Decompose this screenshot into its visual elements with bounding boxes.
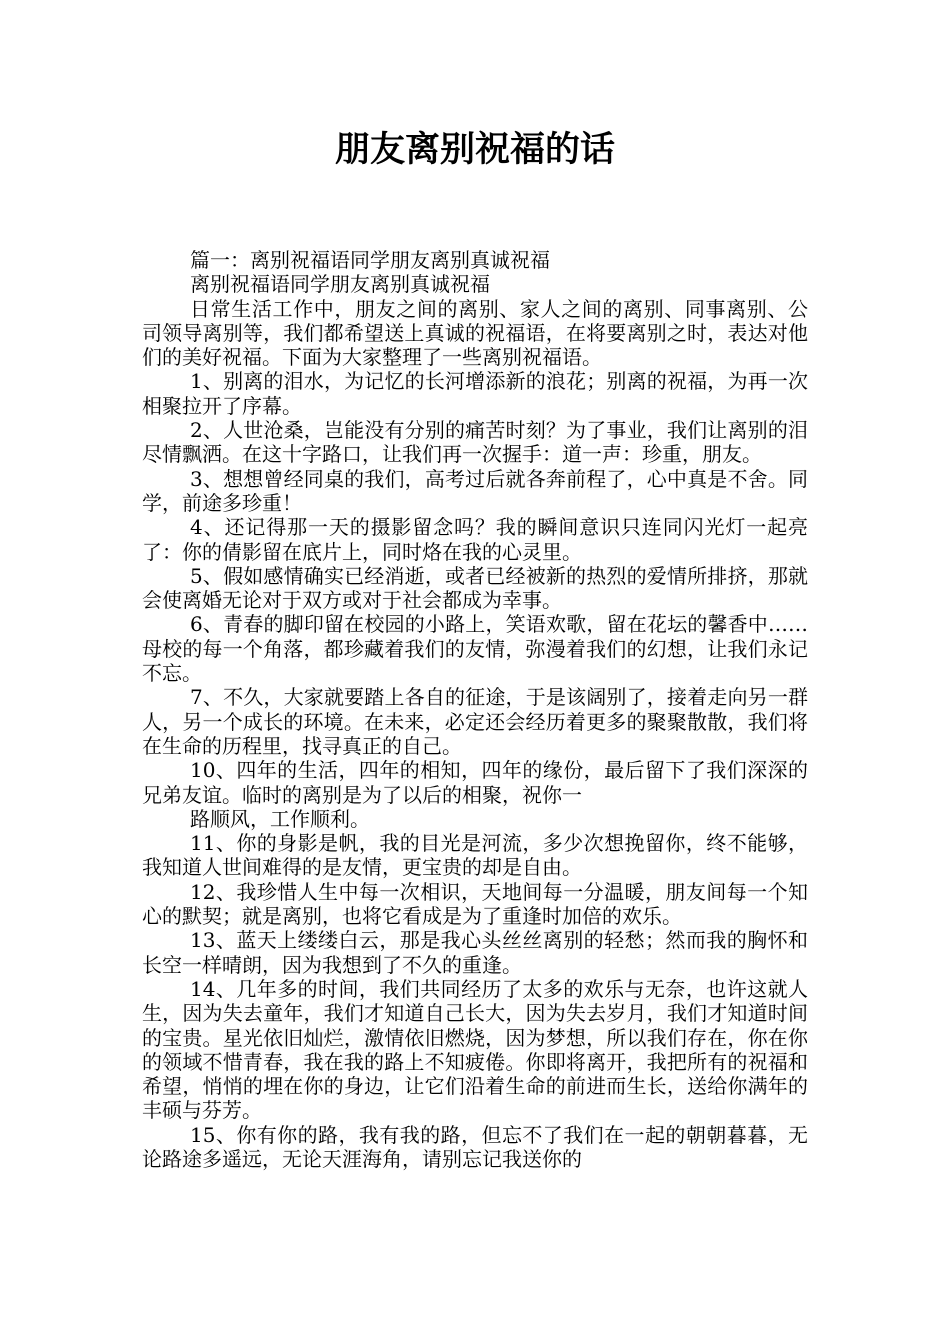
blessing-item: 12、我珍惜人生中每一次相识，天地间每一分温暖，朋友间每一个知心的默契；就是离别，也将它看成是为了重逢时加倍的欢乐。: [142, 879, 808, 929]
blessing-item: 11、你的身影是帆，我的目光是河流，多少次想挽留你，终不能够，我知道人世间难得的是友情，更宝贵的却是自由。: [142, 831, 808, 880]
blessing-item: 1、别离的泪水，为记忆的长河增添新的浪花；别离的祝福，为再一次相聚拉开了序幕。: [142, 369, 808, 418]
sub-heading: 离别祝福语同学朋友离别真诚祝福: [190, 272, 490, 297]
blessing-item: 13、蓝天上缕缕白云，那是我心头丝丝离别的轻愁；然而我的胸怀和长空一样晴朗，因为我想到了不久的重逢。: [142, 928, 808, 977]
blessing-item: 15、你有你的路，我有我的路，但忘不了我们在一起的朝朝暮暮，无论路途多遥远，无论天涯海角，请别忘记我送你的: [142, 1122, 808, 1171]
blessing-item: 10、四年的生活，四年的相知，四年的缘份，最后留下了我们深深的兄弟友谊。临时的离别是为了以后的相聚，祝你一: [142, 758, 808, 807]
blessing-item-continuation: 路顺风，工作顺利。: [190, 806, 370, 831]
blessing-item: 14、几年多的时间，我们共同经历了太多的欢乐与无奈，也许这就人生，因为失去童年，我们才知道自己长大，因为失去岁月，我们才知道时间的宝贵。星光依旧灿烂，激情依旧燃烧，因为梦想，所以我们存在，你在你的领域不惜青春，我在我的路上不知疲倦。你即将离开，我把所有的祝福和希望，悄悄的埋在你的身边，让它们沿着生命的前进而生长，送给你满年的丰硕与芬芳。: [142, 976, 808, 1123]
section-heading: 篇一：离别祝福语同学朋友离别真诚祝福: [190, 248, 550, 272]
blessing-item: 5、假如感情确实已经消逝，或者已经被新的热烈的爱情所排挤，那就会使离婚无论对于双方或对于社会都成为幸事。: [142, 563, 808, 613]
blessing-item: 2、人世沧桑，岂能没有分别的痛苦时刻？为了事业，我们让离别的泪尽情飘洒。在这十字路口，让我们再一次握手：道一声：珍重，朋友。: [142, 418, 808, 467]
blessing-item: 7、不久，大家就要踏上各自的征途，于是该阔别了，接着走向另一群人，另一个成长的环境。在未来，必定还会经历着更多的聚聚散散，我们将在生命的历程里，找寻真正的自己。: [142, 685, 808, 758]
blessing-item: 4、还记得那一天的摄影留念吗？我的瞬间意识只连同闪光灯一起亮了：你的倩影留在底片上，同时烙在我的心灵里。: [142, 515, 808, 564]
intro-paragraph: 日常生活工作中，朋友之间的离别、家人之间的离别、同事离别、公司领导离别等，我们都希望送上真诚的祝福语，在将要离别之时，表达对他们的美好祝福。下面为大家整理了一些离别祝福语。: [142, 296, 808, 370]
blessing-item: 6、青春的脚印留在校园的小路上，笑语欢歌，留在花坛的馨香中……母校的每一个角落，都珍藏着我们的友情，弥漫着我们的幻想，让我们永记不忘。: [142, 612, 808, 686]
document-title: 朋友离别祝福的话: [334, 130, 615, 170]
document-body: [142, 248, 808, 1171]
blessing-item: 3、想想曾经同桌的我们，高考过后就各奔前程了，心中真是不舍。同学，前途多珍重！: [142, 466, 808, 515]
